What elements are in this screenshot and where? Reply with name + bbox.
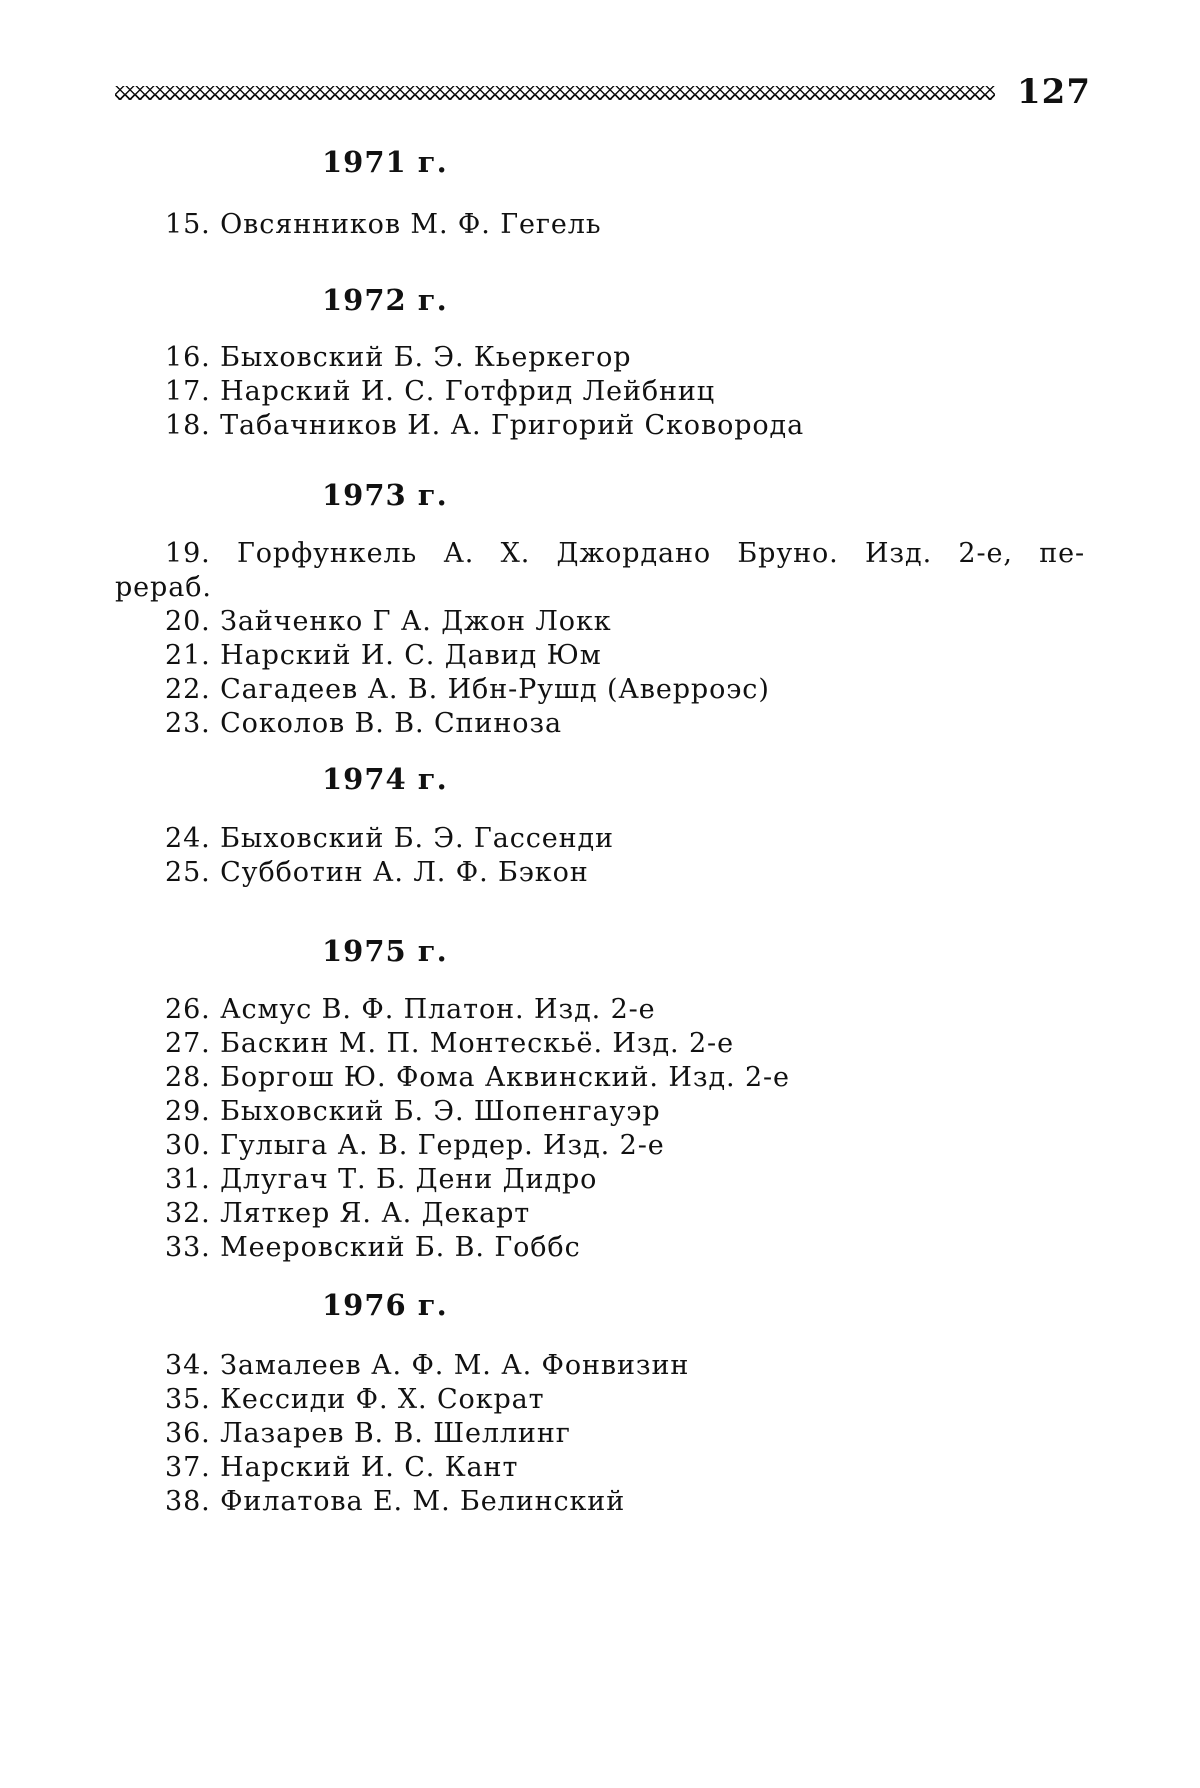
- list-item: 28. Боргош Ю. Фома Аквинский. Изд. 2-е: [165, 1062, 790, 1093]
- list-item: 37. Нарский И. С. Кант: [165, 1452, 519, 1483]
- list-item: 18. Табачников И. А. Григорий Сковорода: [165, 410, 805, 441]
- list-item: 36. Лазарев В. В. Шеллинг: [165, 1418, 571, 1449]
- list-item: 31. Длугач Т. Б. Дени Дидро: [165, 1164, 598, 1195]
- list-item: 24. Быховский Б. Э. Гассенди: [165, 823, 614, 854]
- word: пе-: [1039, 538, 1085, 569]
- entry-list-1973: [115, 537, 1085, 741]
- year-heading-1972: 1972 г.: [322, 283, 448, 317]
- entry-list-1976: [165, 1349, 689, 1519]
- list-item: 38. Филатова Е. М. Белинский: [165, 1486, 626, 1517]
- page-header: [115, 72, 1091, 112]
- list-item: 29. Быховский Б. Э. Шопенгауэр: [165, 1096, 661, 1127]
- wrapped-entry-line2: рераб.: [115, 572, 212, 603]
- list-item: 35. Кессиди Ф. Х. Сократ: [165, 1384, 545, 1415]
- year-heading-1973: 1973 г.: [322, 478, 448, 512]
- word: 2-е,: [958, 538, 1013, 569]
- list-item: 32. Ляткер Я. А. Декарт: [165, 1198, 531, 1229]
- list-item: 15. Овсянников М. Ф. Гегель: [165, 209, 602, 240]
- list-item: 20. Зайченко Г А. Джон Локк: [165, 606, 612, 637]
- word: Изд.: [864, 538, 933, 569]
- entry-list-1972: [165, 341, 804, 443]
- list-item: 26. Асмус В. Ф. Платон. Изд. 2-е: [165, 994, 656, 1025]
- word: А.: [443, 538, 475, 569]
- list-item: 22. Сагадеев А. В. Ибн-Рушд (Аверроэс): [165, 674, 770, 705]
- year-heading-1976: 1976 г.: [322, 1288, 448, 1322]
- list-item: 23. Соколов В. В. Спиноза: [165, 708, 562, 739]
- list-item: 25. Субботин А. Л. Ф. Бэкон: [165, 857, 589, 888]
- year-heading-1971: 1971 г.: [322, 145, 448, 179]
- list-item: 33. Мееровский Б. В. Гоббс: [165, 1232, 581, 1263]
- year-heading-1975: 1975 г.: [322, 934, 448, 968]
- list-item: 16. Быховский Б. Э. Кьеркегор: [165, 342, 632, 373]
- list-item: 17. Нарский И. С. Готфрид Лейбниц: [165, 376, 716, 407]
- wrapped-entry-line1: [165, 537, 1085, 571]
- entry-list-1975: [165, 993, 790, 1265]
- list-item: 21. Нарский И. С. Давид Юм: [165, 640, 602, 671]
- page-number: 127: [1017, 72, 1091, 112]
- list-item: 27. Баскин М. П. Монтескьё. Изд. 2-е: [165, 1028, 734, 1059]
- word: Х.: [500, 538, 531, 569]
- list-item: 34. Замалеев А. Ф. М. А. Фонвизин: [165, 1350, 690, 1381]
- word: Джордано: [556, 538, 712, 569]
- word: Горфункель: [236, 538, 418, 569]
- list-item: 30. Гулыга А. В. Гердер. Изд. 2-е: [165, 1130, 665, 1161]
- entry-list-1974: [165, 822, 614, 890]
- entry-list-1971: [165, 208, 601, 242]
- word: 19.: [165, 538, 211, 569]
- list-item-wrapped: [115, 537, 1085, 605]
- ornamental-rule: [115, 86, 995, 100]
- word: Бруно.: [737, 538, 839, 569]
- year-heading-1974: 1974 г.: [322, 762, 448, 796]
